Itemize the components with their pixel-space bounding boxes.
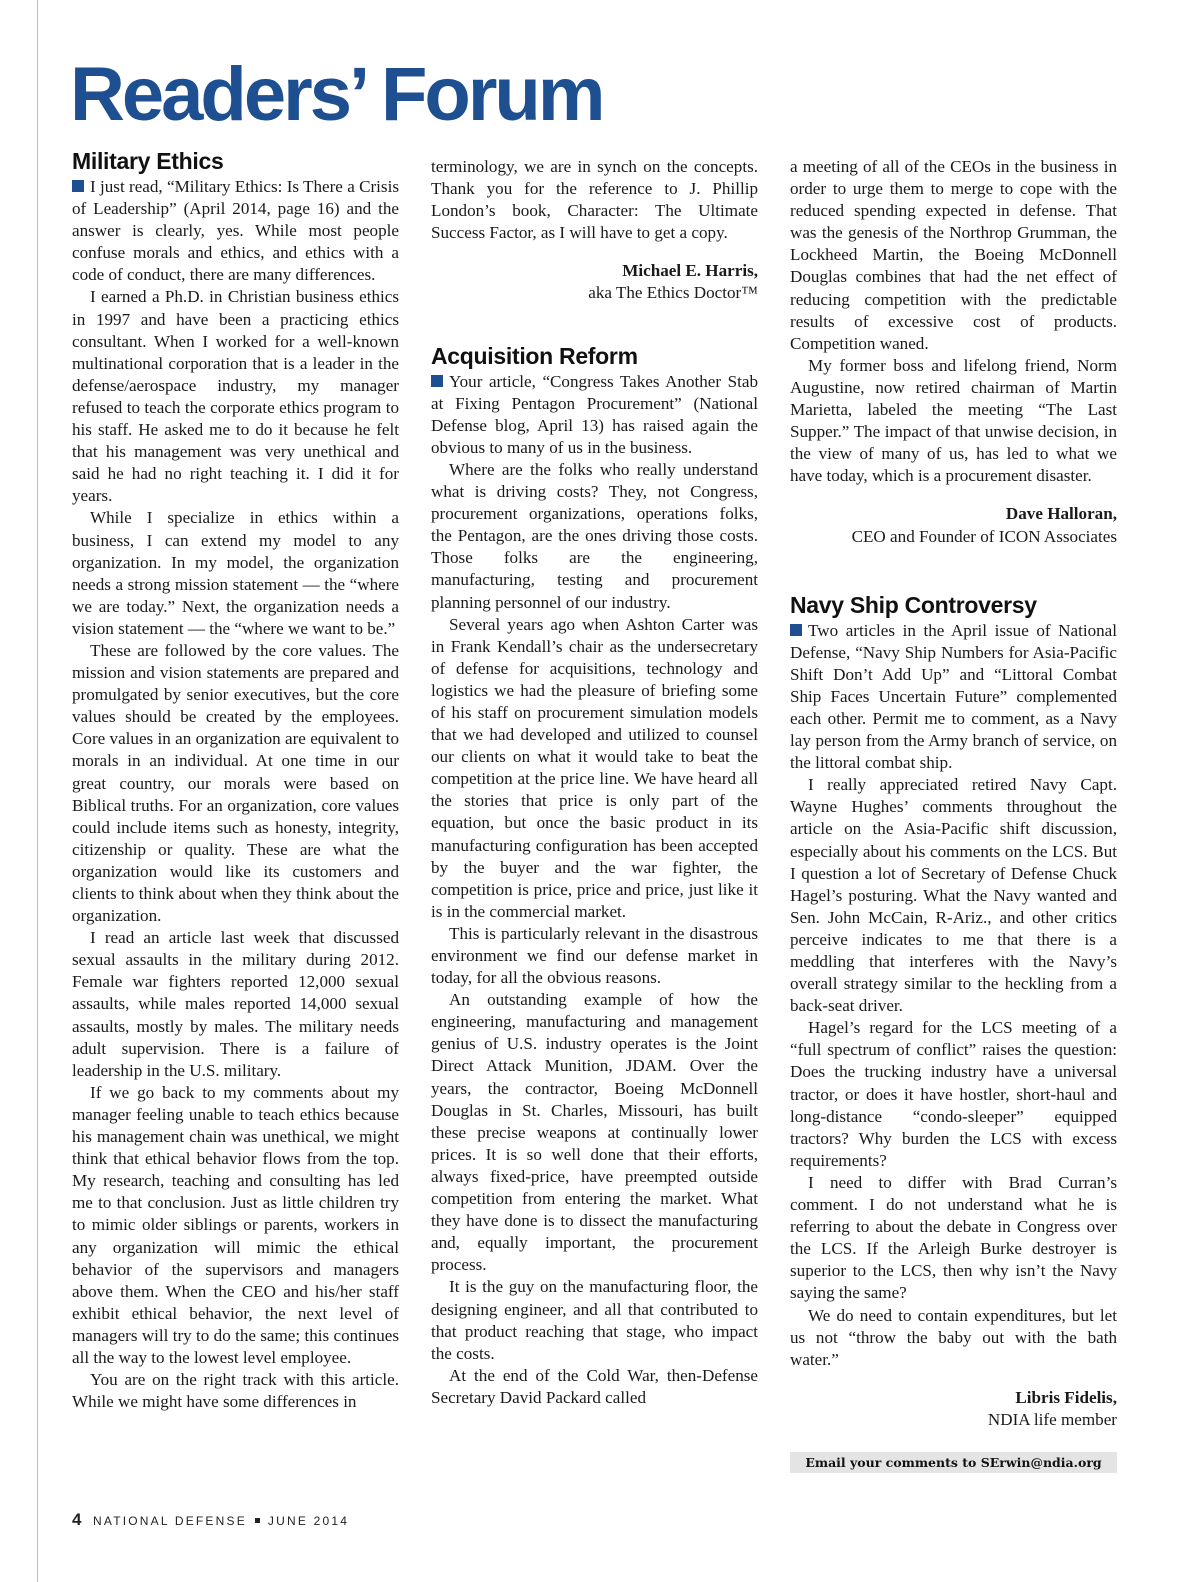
- paragraph: [431, 614, 758, 923]
- paragraph-text: At the end of the Cold War, then-Defense Secretary David Packard called: [431, 1365, 758, 1407]
- section-gap: [431, 305, 758, 341]
- section-bullet-icon: [431, 375, 443, 387]
- paragraph-text: These are followed by the core values. The mission and vision statements are prepared and promulgated by senior executives, but the core values should be created by the employees. Core values in an organization are equivalent to morals in an individual. At one time in our great country, our morals were based on Biblical truths. For an organization, core values could include items such as honesty, integrity, citizenship or quality. These are what the organization would like its customers and clients to think about when they think about the organization.: [72, 640, 399, 926]
- footer-separator: [255, 1518, 260, 1523]
- paragraph: [431, 371, 758, 459]
- signature-title: aka The Ethics Doctor™: [588, 283, 758, 303]
- paragraph: [431, 459, 758, 614]
- paragraph-text: I read an article last week that discussed sexual assaults in the military during 2012. Female war fighters reported 12,000 sexual assaults, while males reported 14,000 sexual assaults, mostly by males. The military needs adult supervision. There is a failure of leadership in the U.S. military.: [72, 928, 399, 1080]
- paragraph-text: I really appreciated retired Navy Capt. Wayne Hughes’ comments throughout the article on the Asia-Pacific shift discussion, especially about his comments on the LCS. But I question a lot of Secretary of Defense Chuck Hagel’s posturing. What the Navy wanted and Sen. John McCain, R-Ariz., and other critics perceive indicates to me that there is a meddling that interferes with the Navy’s overall strategy similar to the heckling from a back-seat driver.: [790, 775, 1117, 1016]
- paragraph: [790, 156, 1117, 355]
- section-bullet-icon: [72, 180, 84, 192]
- signature-name: Michael E. Harris,: [622, 261, 758, 281]
- paragraph-text: I need to differ with Brad Curran’s comment. I do not understand what he is referring to about the debate in Congress over the LCS. If the Arleigh Burke destroyer is superior to the LCS, then why isn’t the Navy saying the same?: [790, 1172, 1117, 1303]
- page-margin-rule: [37, 0, 38, 1582]
- paragraph: [431, 156, 758, 244]
- paragraph: [72, 927, 399, 1082]
- paragraph-text: While I specialize in ethics within a business, I can extend my model to any organization. In my model, the organization needs a strong mission statement — the “where we are today.” Next, the organization needs a vision statement — the “where we want to be.”: [72, 508, 399, 638]
- paragraph-text: We do need to contain expenditures, but let us not “throw the baby out with the bath water.”: [790, 1305, 1117, 1369]
- paragraph-text: Where are the folks who really understand what is driving costs? They, not Congress, procurement organizations, operations folks, the Pentagon, are the ones driving those costs. Those folks are the engineering, manufacturing, testing and procurement planning personnel of our industry.: [431, 459, 758, 612]
- paragraph: [790, 355, 1117, 488]
- page-title: Readers’ Forum: [70, 52, 603, 137]
- paragraph: [790, 774, 1117, 1017]
- paragraph: [790, 1172, 1117, 1305]
- publication-name: NATIONAL DEFENSE: [93, 1514, 247, 1528]
- section-bullet-icon: [790, 624, 802, 636]
- paragraph: [72, 1369, 399, 1413]
- email-prefix: Email your comments to: [805, 1455, 981, 1470]
- paragraph: [790, 1305, 1117, 1371]
- paragraph-text: Two articles in the April issue of National Defense, “Navy Ship Numbers for Asia-Pacific Shift Don’t Add Up” and “Littoral Combat Ship Faces Uncertain Future” complemented each other. Permit me to comment, as a Navy lay person from the Army branch of service, on the littoral combat ship.: [790, 620, 1117, 773]
- column-1: [72, 146, 399, 1413]
- page-number: 4: [72, 1510, 82, 1529]
- letter-signature: [431, 260, 758, 304]
- column-2: [431, 146, 758, 1409]
- paragraph: [72, 640, 399, 927]
- paragraph-text: If we go back to my comments about my manager feeling unable to teach ethics because his management chain was unethical, we might think that ethical behavior flows from the top. My research, teaching and consulting has led me to that conclusion. Just as little children try to mimic older siblings or parents, workers in any organization will mimic the ethical behavior of the supervisors and managers above them. When the CEO and his/her staff exhibit ethical behavior, the next level of managers will try to do the same; this continues all the way to the lowest level employee.: [72, 1082, 399, 1367]
- letter-signature: [790, 503, 1117, 547]
- section-gap: [790, 548, 1117, 590]
- paragraph-text: I just read, “Military Ethics: Is There a Crisis of Leadership” (April 2014, page 16) and the answer is clearly, yes. While most people confuse morals and ethics, and ethics with a code of conduct, there are many differences.: [72, 177, 399, 285]
- paragraph-text: My former boss and lifelong friend, Norm Augustine, now retired chairman of Martin Marietta, labeled the meeting “The Last Supper.” The impact of that unwise decision, in the view of many of us, has led to what we have today, which is a procurement disaster.: [790, 355, 1117, 486]
- column-3: [790, 146, 1117, 1431]
- paragraph-text: An outstanding example of how the engineering, manufacturing and management genius of U.S. industry operates is the Joint Direct Attack Munition, JDAM. Over the years, the contractor, Boeing McDonnell Douglas in St. Charles, Missouri, has built these precise weapons at continually lower prices. It is so well done that their efforts, always fixed-price, have preempted outside competition from entering the market. What they have done is to dissect the manufacturing and, equally important, the procurement process.: [431, 990, 758, 1275]
- signature-title: CEO and Founder of ICON Associates: [851, 526, 1117, 546]
- paragraph: [72, 1082, 399, 1369]
- letter-signature: [790, 1387, 1117, 1431]
- email-address[interactable]: SErwin@ndia.org: [980, 1455, 1102, 1470]
- signature-name: Dave Halloran,: [1005, 504, 1117, 524]
- paragraph: [72, 286, 399, 507]
- page-footer: [72, 1510, 349, 1530]
- paragraph-text: Your article, “Congress Takes Another Stab at Fixing Pentagon Procurement” (National Defense blog, April 13) has raised again the obvious to many of us in the business.: [431, 371, 758, 457]
- paragraph: [72, 507, 399, 640]
- paragraph-text: It is the guy on the manufacturing floor, the designing engineer, and all that contributed to that product reaching that stage, who impact the costs.: [431, 1277, 758, 1363]
- signature-title: NDIA life member: [987, 1409, 1117, 1429]
- paragraph: [431, 989, 758, 1276]
- paragraph: [72, 176, 399, 286]
- paragraph-text: a meeting of all of the CEOs in the business in order to urge them to merge to cope with the reduced spending expected in defense. That was the genesis of the Northrop Grumman, the Lockheed Martin, the Boeing McDonnell Douglas combines that had the net effect of reducing competition with the predictable results of excessive cost of products. Competition waned.: [790, 157, 1117, 353]
- paragraph: [431, 1365, 758, 1409]
- section-heading: Navy Ship Controversy: [790, 591, 1037, 618]
- email-comments-bar: [790, 1452, 1117, 1473]
- signature-name: Libris Fidelis,: [1015, 1387, 1117, 1407]
- paragraph: [790, 1017, 1117, 1172]
- paragraph-text: terminology, we are in synch on the concepts. Thank you for the reference to J. Phillip London’s book, Character: The Ultimate Success Factor, as I will have to get a copy.: [431, 157, 758, 243]
- paragraph-text: Several years ago when Ashton Carter was in Frank Kendall’s chair as the undersecretary of defense for acquisitions, technology and logistics we had the pleasure of briefing some of his staff on procurement simulation models that we had developed and utilized to counsel our clients on what it would take to beat the competition at the price line. We have heard all the stories that price is only part of the equation, but once the basic product in its manufacturing configuration has been accepted by the buyer and the war fighter, the competition is price, price and price, just like it is in the commercial market.: [431, 614, 758, 921]
- section-heading: Military Ethics: [72, 148, 224, 174]
- paragraph: [431, 1276, 758, 1364]
- paragraph-text: Hagel’s regard for the LCS meeting of a “full spectrum of conflict” raises the question: Does the trucking industry have a universal tractor, or does it have hostler, short-haul and long-distance “condo-sleeper” equipped tractors? Why burden the LCS with excess requirements?: [790, 1018, 1117, 1170]
- paragraph-text: I earned a Ph.D. in Christian business ethics in 1997 and have been a practicing ethics consultant. When I worked for a well-known multinational corporation that is a leader in the defense/aerospace industry, my manager refused to teach the corporate ethics program to his staff. He asked me to do it because he felt that his management was very unethical and said he had no right teaching it. I did it for years.: [72, 287, 399, 506]
- section-heading: Acquisition Reform: [431, 342, 638, 369]
- paragraph: [790, 620, 1117, 775]
- paragraph-text: This is particularly relevant in the disastrous environment we find our defense market in today, for all the obvious reasons.: [431, 923, 758, 988]
- issue-date: JUNE 2014: [267, 1514, 350, 1528]
- paragraph: [431, 923, 758, 989]
- paragraph-text: You are on the right track with this article. While we might have some differences in: [72, 1370, 399, 1412]
